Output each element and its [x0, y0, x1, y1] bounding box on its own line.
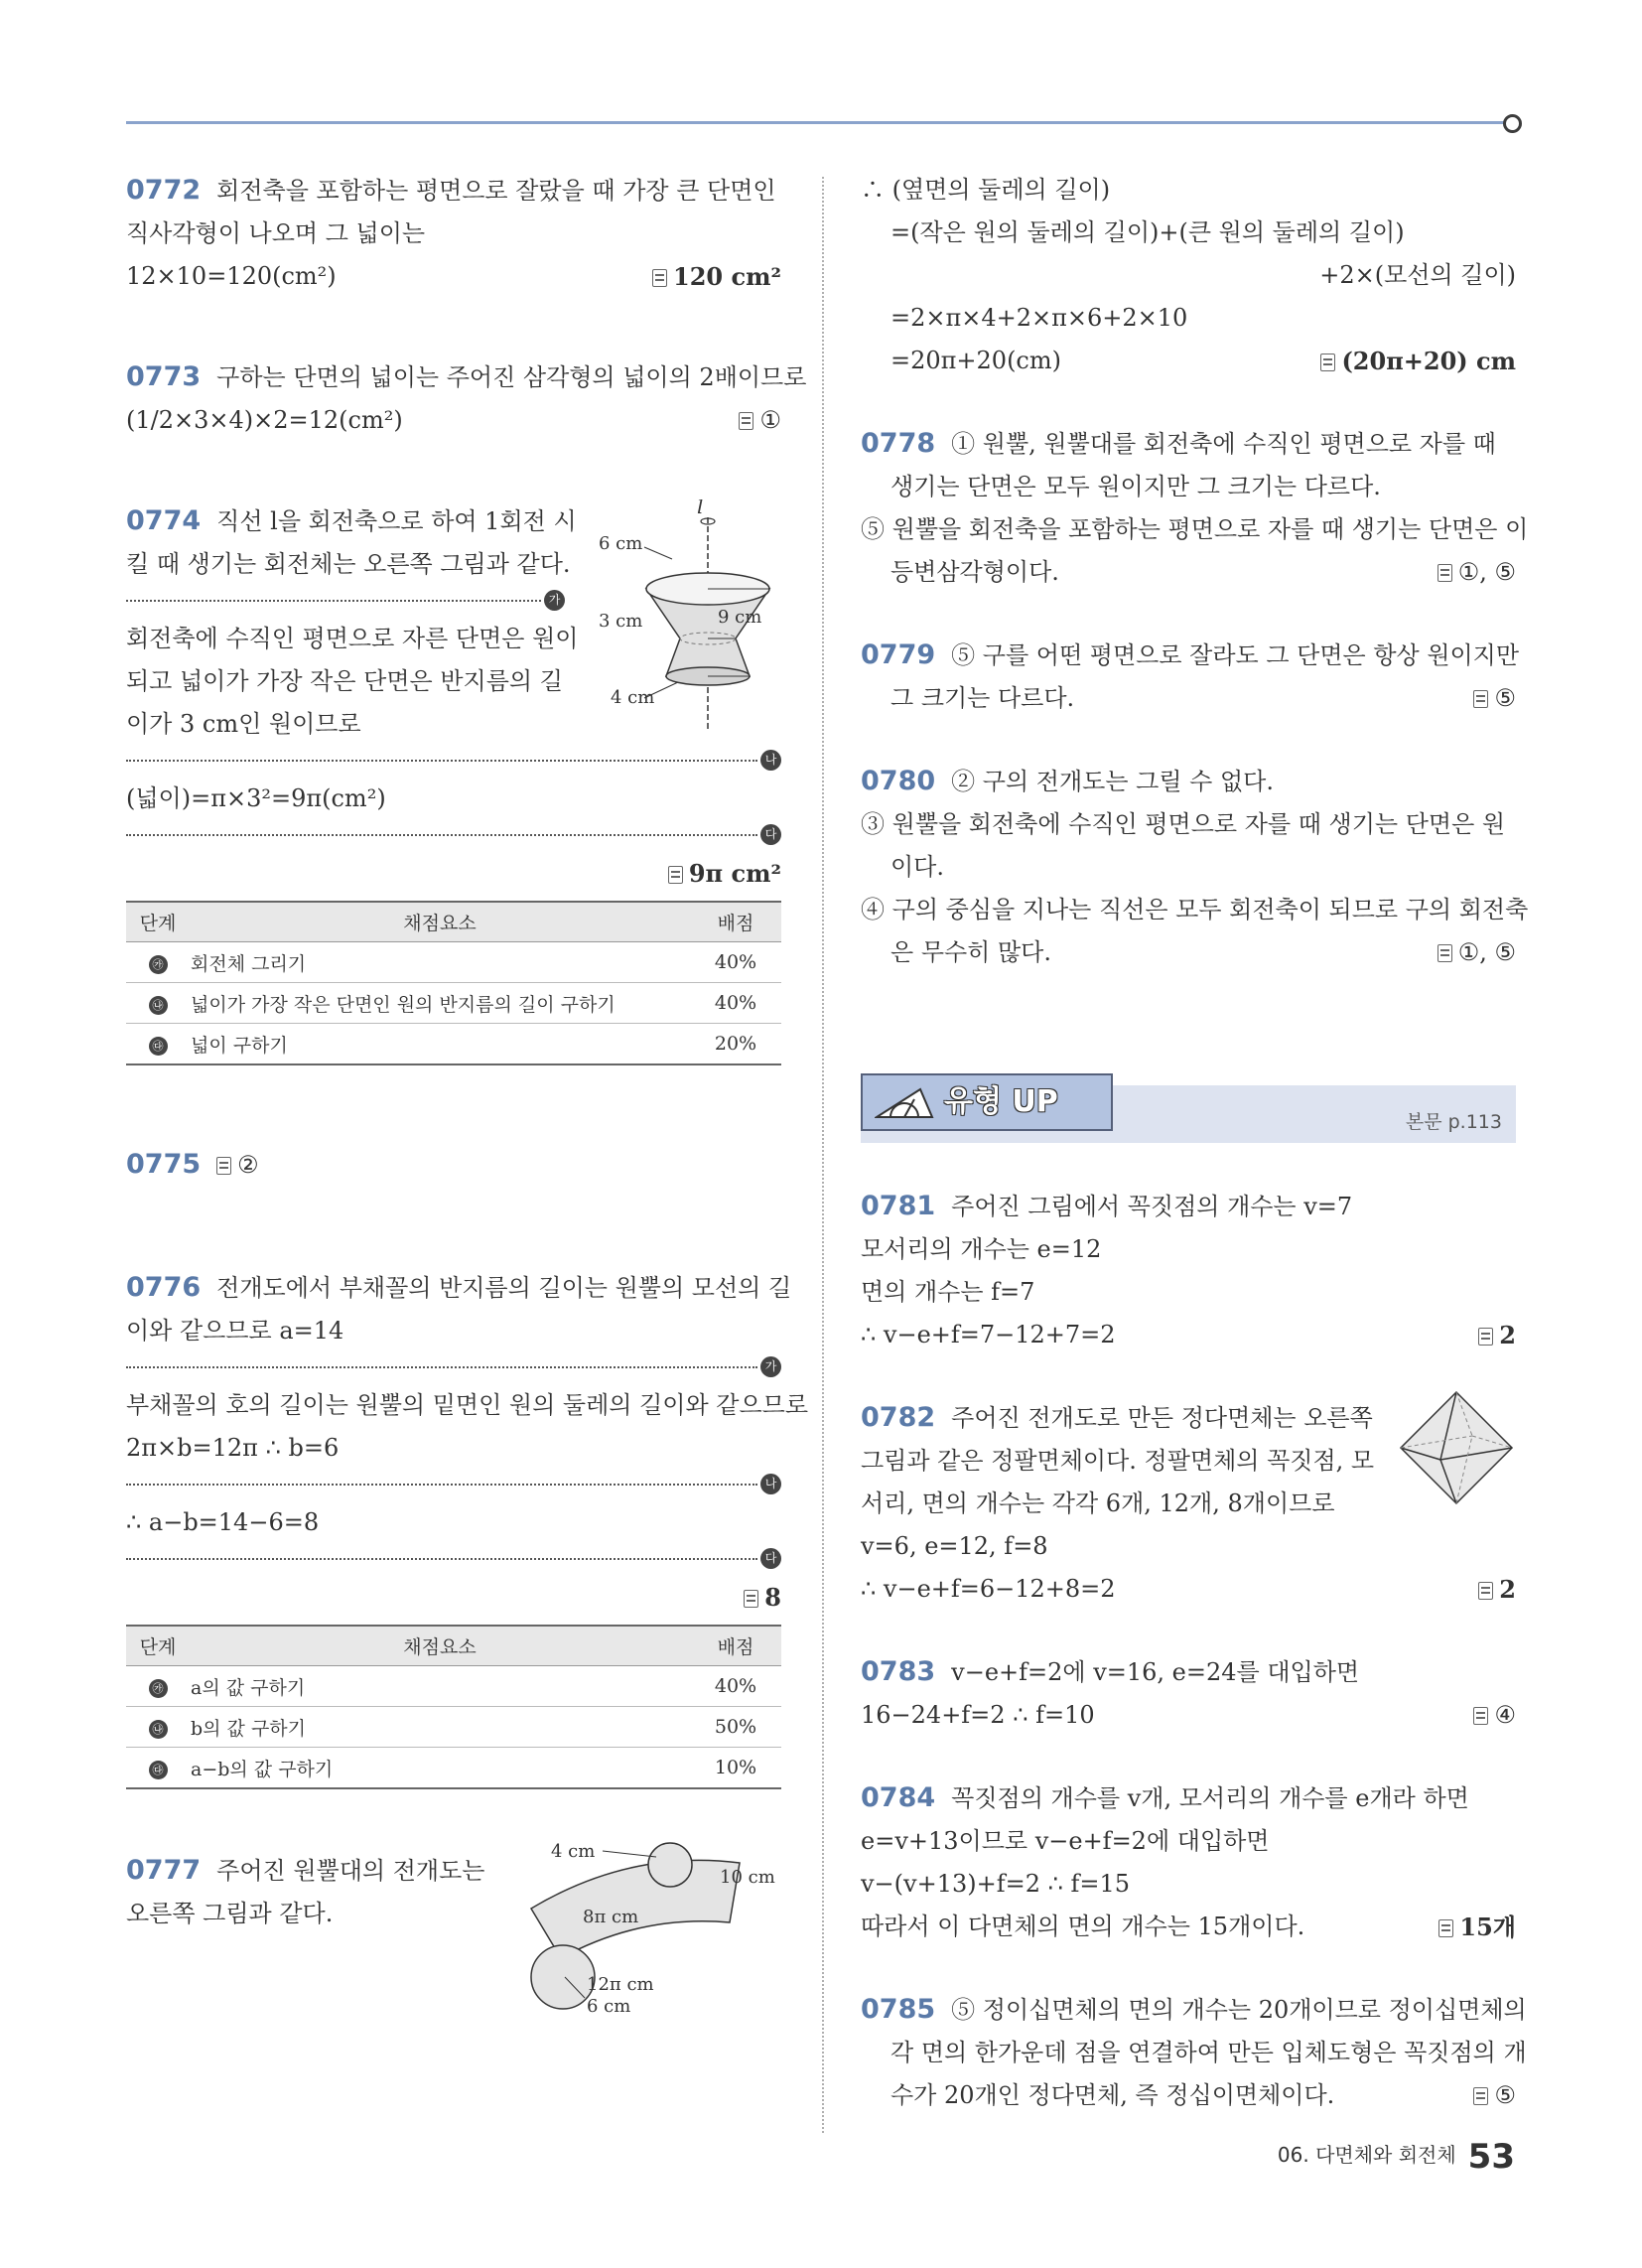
solution-text: 서리, 면의 개수는 각각 6개, 12개, 8개이므로 — [861, 1489, 1335, 1517]
answer: ⑤ — [1473, 2074, 1516, 2117]
answer-icon — [1478, 1328, 1493, 1346]
problem-0772 — [126, 169, 781, 298]
table-row: ㉮ 회전체 그리기 40% — [126, 942, 781, 983]
solution-text: ④ 구의 중심을 지나는 직선은 모두 회전축이 되므로 구의 회전축 — [861, 896, 1529, 923]
answer: 8 — [744, 1576, 781, 1620]
problem-number: 0779 — [861, 639, 936, 670]
equation: (넓이)=π×3²=9π(cm²) — [126, 784, 386, 812]
solution-text: 오른쪽 그림과 같다. — [126, 1900, 334, 1927]
table-row: ㉰ 넓이 구하기 20% — [126, 1024, 781, 1065]
figure-label: 3 cm — [599, 611, 643, 632]
solution-text: ∴ (옆면의 둘레의 길이) — [861, 176, 1111, 204]
solution-text: 등변삼각형이다. — [890, 558, 1059, 586]
problem-number: 0776 — [126, 1272, 202, 1303]
table-row: ㉯ b의 값 구하기 50% — [126, 1707, 781, 1748]
solution-text: 이와 같으므로 a=14 — [126, 1317, 344, 1345]
equation: v−(v+13)+f=2 ∴ f=15 — [861, 1870, 1131, 1898]
answer-icon — [1478, 1582, 1493, 1600]
solution-text: 각 면의 한가운데 점을 연결하여 만든 입체도형은 꼭짓점의 개 — [890, 2039, 1527, 2066]
right-column — [861, 169, 1529, 2117]
page-reference: 본문 p.113 — [1405, 1111, 1502, 1133]
answer: ② — [237, 1151, 259, 1179]
equation: ∴ a−b=14−6=8 — [126, 1508, 320, 1536]
solution-text: 직선 l을 회전축으로 하여 1회전 시 — [216, 507, 577, 535]
answer-icon — [1437, 944, 1452, 962]
answer-icon — [216, 1157, 231, 1175]
problem-0777 — [126, 1841, 781, 2017]
step-divider: 다 — [126, 824, 781, 846]
answer: 15개 — [1438, 1906, 1516, 1949]
problem-0774 — [126, 499, 781, 895]
solution-text: 주어진 그림에서 꼭짓점의 개수는 v=7 — [951, 1193, 1353, 1220]
solution-text: ① 원뿔, 원뿔대를 회전축에 수직인 평면으로 자를 때 — [951, 430, 1496, 458]
problem-number: 0778 — [861, 428, 936, 459]
table-row: ㉯ 넓이가 가장 작은 단면인 원의 반지름의 길이 구하기 40% — [126, 983, 781, 1024]
problem-number: 0782 — [861, 1402, 936, 1433]
solution-text: ⑤ 정이십면체의 면의 개수는 20개이므로 정이십면체의 — [951, 1996, 1527, 2024]
answer-icon — [1473, 690, 1488, 708]
problem-0775 — [126, 1143, 781, 1187]
step-divider: 가 — [126, 1356, 781, 1378]
problem-0785 — [861, 1988, 1527, 2117]
answer-icon — [668, 866, 683, 884]
solution-text: ③ 원뿔을 회전축에 수직인 평면으로 자를 때 생기는 단면은 원 — [861, 810, 1506, 838]
solution-text: 꼭짓점의 개수를 v개, 모서리의 개수를 e개라 하면 — [951, 1784, 1469, 1812]
problem-number: 0775 — [126, 1149, 202, 1180]
step-divider: 나 — [126, 1474, 781, 1495]
solution-text: 수가 20개인 정다면체, 즉 정십이면체이다. — [890, 2081, 1335, 2109]
equation: =2×π×4+2×π×6+2×10 — [890, 304, 1188, 332]
figure-label: 9 cm — [718, 607, 762, 628]
answer-icon — [1473, 2087, 1488, 2105]
solution-text: 그 크기는 다르다. — [890, 684, 1075, 712]
solution-text: 이다. — [890, 853, 944, 881]
header-rule-dot — [1503, 114, 1522, 133]
equation: v=6, e=12, f=8 — [861, 1532, 1048, 1560]
equation: ∴ v−e+f=7−12+7=2 — [861, 1321, 1116, 1348]
answer: 2 — [1478, 1314, 1516, 1357]
answer-icon — [1320, 354, 1335, 371]
section-title: 유형 UP — [944, 1084, 1058, 1119]
solution-text: 주어진 원뿔대의 전개도는 — [216, 1857, 485, 1885]
solution-text: 직사각형이 나오며 그 넓이는 — [126, 219, 426, 247]
problem-0780 — [861, 760, 1529, 974]
solution-text: ⑤ 구를 어떤 평면으로 잘라도 그 단면은 항상 원이지만 — [951, 641, 1520, 669]
chapter-title: 06. 다면체와 회전체 — [1277, 2143, 1456, 2167]
solution-text: ② 구의 전개도는 그릴 수 없다. — [951, 768, 1274, 795]
equation: 12×10=120(cm²) — [126, 262, 337, 290]
solution-text: 면의 개수는 f=7 — [861, 1278, 1035, 1306]
problem-number: 0777 — [126, 1855, 202, 1886]
solution-text: 생기는 단면은 모두 원이지만 그 크기는 다르다. — [890, 473, 1381, 500]
figure-label: 4 cm — [551, 1841, 596, 1862]
problem-0782 — [861, 1396, 1516, 1611]
solution-text: 따라서 이 다면체의 면의 개수는 15개이다. — [861, 1913, 1305, 1940]
solution-text: 되고 넓이가 가장 작은 단면은 반지름의 길 — [126, 667, 563, 695]
equation: +2×(모선의 길이) — [1319, 261, 1516, 289]
section-banner — [861, 1073, 1516, 1143]
header-rule — [126, 121, 1514, 124]
frustum-net-figure — [521, 1831, 781, 2024]
figure-label: 6 cm — [599, 533, 643, 554]
answer-icon — [1473, 1707, 1488, 1725]
column-separator — [822, 177, 824, 2133]
step-divider: 나 — [126, 750, 781, 772]
step-divider: 가 — [126, 590, 565, 612]
answer: ① — [739, 399, 781, 442]
figure-label: 10 cm — [720, 1867, 775, 1888]
answer-icon — [1437, 564, 1452, 582]
solution-text: 이가 3 cm인 원이므로 — [126, 710, 361, 738]
section-title-box — [861, 1073, 1113, 1131]
equation: 2π×b=12π ∴ b=6 — [126, 1434, 340, 1462]
answer-icon — [652, 269, 667, 287]
equation: (1/2×3×4)×2=12(cm²) — [126, 406, 403, 434]
solution-text: 은 무수히 많다. — [890, 938, 1051, 966]
solution-text: 구하는 단면의 넓이는 주어진 삼각형의 넓이의 2배이므로 — [216, 363, 807, 391]
problem-number: 0785 — [861, 1994, 936, 2025]
axis-label-l: l — [697, 499, 704, 518]
problem-0778 — [861, 422, 1529, 594]
equation: 16−24+f=2 ∴ f=10 — [861, 1701, 1095, 1729]
scoring-table-0776: 단계 채점요소 배점 ㉮ a의 값 구하기 40% ㉯ b의 값 구하기 50% ㉰ a−b의 값 구하기 10% — [126, 1625, 781, 1789]
figure-label: 8π cm — [583, 1907, 639, 1927]
left-column — [126, 169, 808, 2017]
answer: ①, ⑤ — [1437, 931, 1516, 974]
solution-text: 킬 때 생기는 회전체는 오른쪽 그림과 같다. — [126, 550, 571, 578]
answer: (20π+20) cm — [1320, 340, 1516, 383]
problem-number: 0780 — [861, 766, 936, 796]
problem-0776 — [126, 1266, 808, 1619]
solution-text: 회전축에 수직인 평면으로 자른 단면은 원이 — [126, 625, 579, 652]
protractor-icon — [875, 1083, 934, 1137]
solution-text: ⑤ 원뿔을 회전축을 포함하는 평면으로 자를 때 생기는 단면은 이 — [861, 515, 1529, 543]
problem-number: 0772 — [126, 175, 202, 206]
figure-label: 6 cm — [587, 1996, 631, 2017]
step-divider: 다 — [126, 1548, 781, 1570]
problem-number: 0773 — [126, 361, 202, 392]
answer-icon — [739, 412, 753, 430]
problem-0783 — [861, 1650, 1516, 1737]
solution-text: 그림과 같은 정팔면체이다. 정팔면체의 꼭짓점, 모 — [861, 1447, 1375, 1475]
solution-text: 전개도에서 부채꼴의 반지름의 길이는 원뿔의 모선의 길 — [216, 1274, 792, 1302]
table-row: ㉰ a−b의 값 구하기 10% — [126, 1748, 781, 1789]
answer: ①, ⑤ — [1437, 551, 1516, 594]
solution-text: 주어진 전개도로 만든 정다면체는 오른쪽 — [951, 1404, 1373, 1432]
problem-0777-continued — [861, 169, 1516, 382]
answer: ④ — [1473, 1694, 1516, 1737]
equation: e=v+13이므로 v−e+f=2에 대입하면 — [861, 1827, 1270, 1855]
problem-number: 0774 — [126, 505, 202, 536]
table-row: ㉮ a의 값 구하기 40% — [126, 1666, 781, 1707]
page-footer — [1278, 2137, 1515, 2177]
problem-number: 0781 — [861, 1191, 936, 1221]
problem-0773 — [126, 355, 807, 442]
scoring-table-0774: 단계 채점요소 배점 ㉮ 회전체 그리기 40% ㉯ 넓이가 가장 작은 단면인 원의 반지름의 길이 구하기 40% ㉰ 넓이 구하기 20% — [126, 901, 781, 1065]
answer: ⑤ — [1473, 677, 1516, 720]
problem-number: 0783 — [861, 1656, 936, 1687]
solid-of-revolution-figure — [599, 499, 797, 742]
answer-icon — [744, 1590, 758, 1608]
equation: =(작은 원의 둘레의 길이)+(큰 원의 둘레의 길이) — [890, 218, 1405, 246]
page-number: 53 — [1467, 2137, 1515, 2177]
answer: 9π cm² — [668, 852, 781, 896]
solution-text: 부채꼴의 호의 길이는 원뿔의 밑면인 원의 둘레의 길이와 같으므로 — [126, 1391, 808, 1419]
problem-0781 — [861, 1185, 1516, 1356]
octahedron-figure — [1397, 1388, 1516, 1511]
figure-label: 4 cm — [611, 687, 655, 708]
solution-text: v−e+f=2에 v=16, e=24를 대입하면 — [951, 1658, 1360, 1686]
solution-text: 모서리의 개수는 e=12 — [861, 1235, 1102, 1263]
answer-icon — [1438, 1919, 1453, 1937]
problem-number: 0784 — [861, 1782, 936, 1813]
figure-label: 12π cm — [587, 1974, 654, 1995]
problem-0784 — [861, 1776, 1516, 1948]
solution-text: 회전축을 포함하는 평면으로 잘랐을 때 가장 큰 단면인 — [216, 177, 776, 205]
equation: =20π+20(cm) — [890, 347, 1061, 374]
equation: ∴ v−e+f=6−12+8=2 — [861, 1575, 1116, 1603]
answer: 2 — [1478, 1568, 1516, 1612]
problem-0779 — [861, 634, 1520, 720]
answer: 120 cm² — [652, 255, 781, 299]
